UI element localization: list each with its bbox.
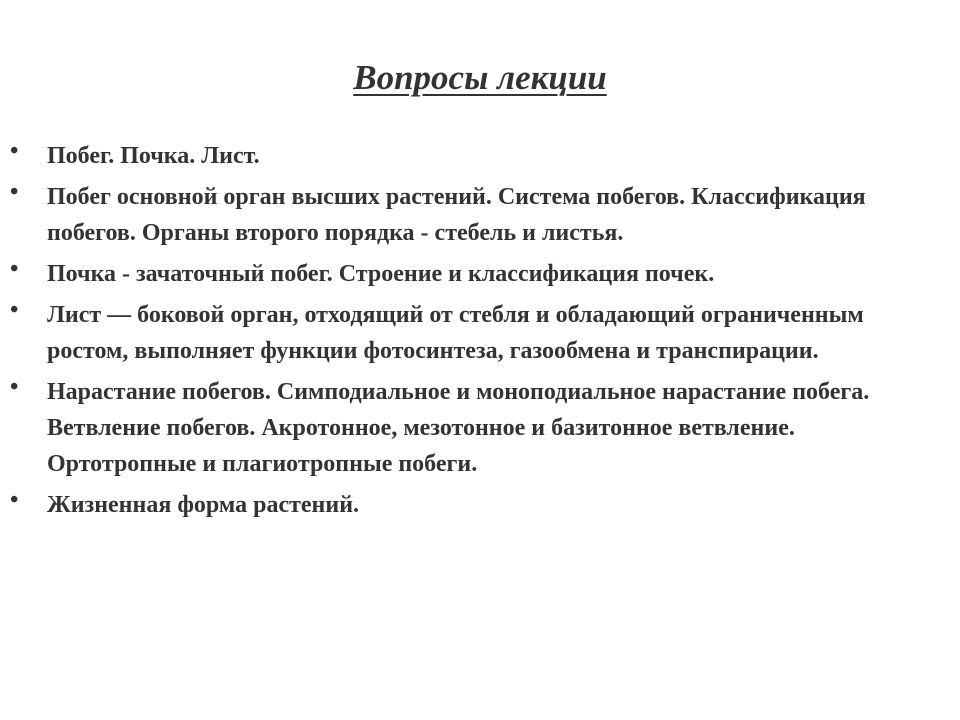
bullet-text: Нарастание побегов. Симподиальное и моноподиальное нарастание побега. Ветвление побегов. Акротонное, мезотонное и базитонное ветвление. Ортотропные и плагиотропные побеги. [47,379,870,477]
bullet-item [10,297,945,369]
bullet-item [10,138,945,174]
bullet-icon: • [10,374,19,400]
slide-title: Вопросы лекции [353,58,607,97]
bullet-item [10,487,945,523]
bullet-text: Побег. Почка. Лист. [47,143,260,169]
bullet-list [10,138,945,528]
bullet-item [10,256,945,292]
bullet-text: Жизненная форма растений. [47,492,360,518]
bullet-text: Почка - зачаточный побег. Строение и классификация почек. [47,261,715,287]
bullet-item [10,179,945,251]
bullet-text: Лист — боковой орган, отходящий от стебля и обладающий ограниченным ростом, выполняет функции фотосинтеза, газообмена и транспирации. [47,302,864,364]
bullet-icon: • [10,179,19,205]
bullet-text: Побег основной орган высших растений. Система побегов. Классификация побегов. Органы второго порядка - стебель и листья. [47,184,866,246]
bullet-icon: • [10,297,19,323]
bullet-icon: • [10,138,19,164]
bullet-icon: • [10,256,19,282]
bullet-icon: • [10,487,19,513]
bullet-item [10,374,945,482]
